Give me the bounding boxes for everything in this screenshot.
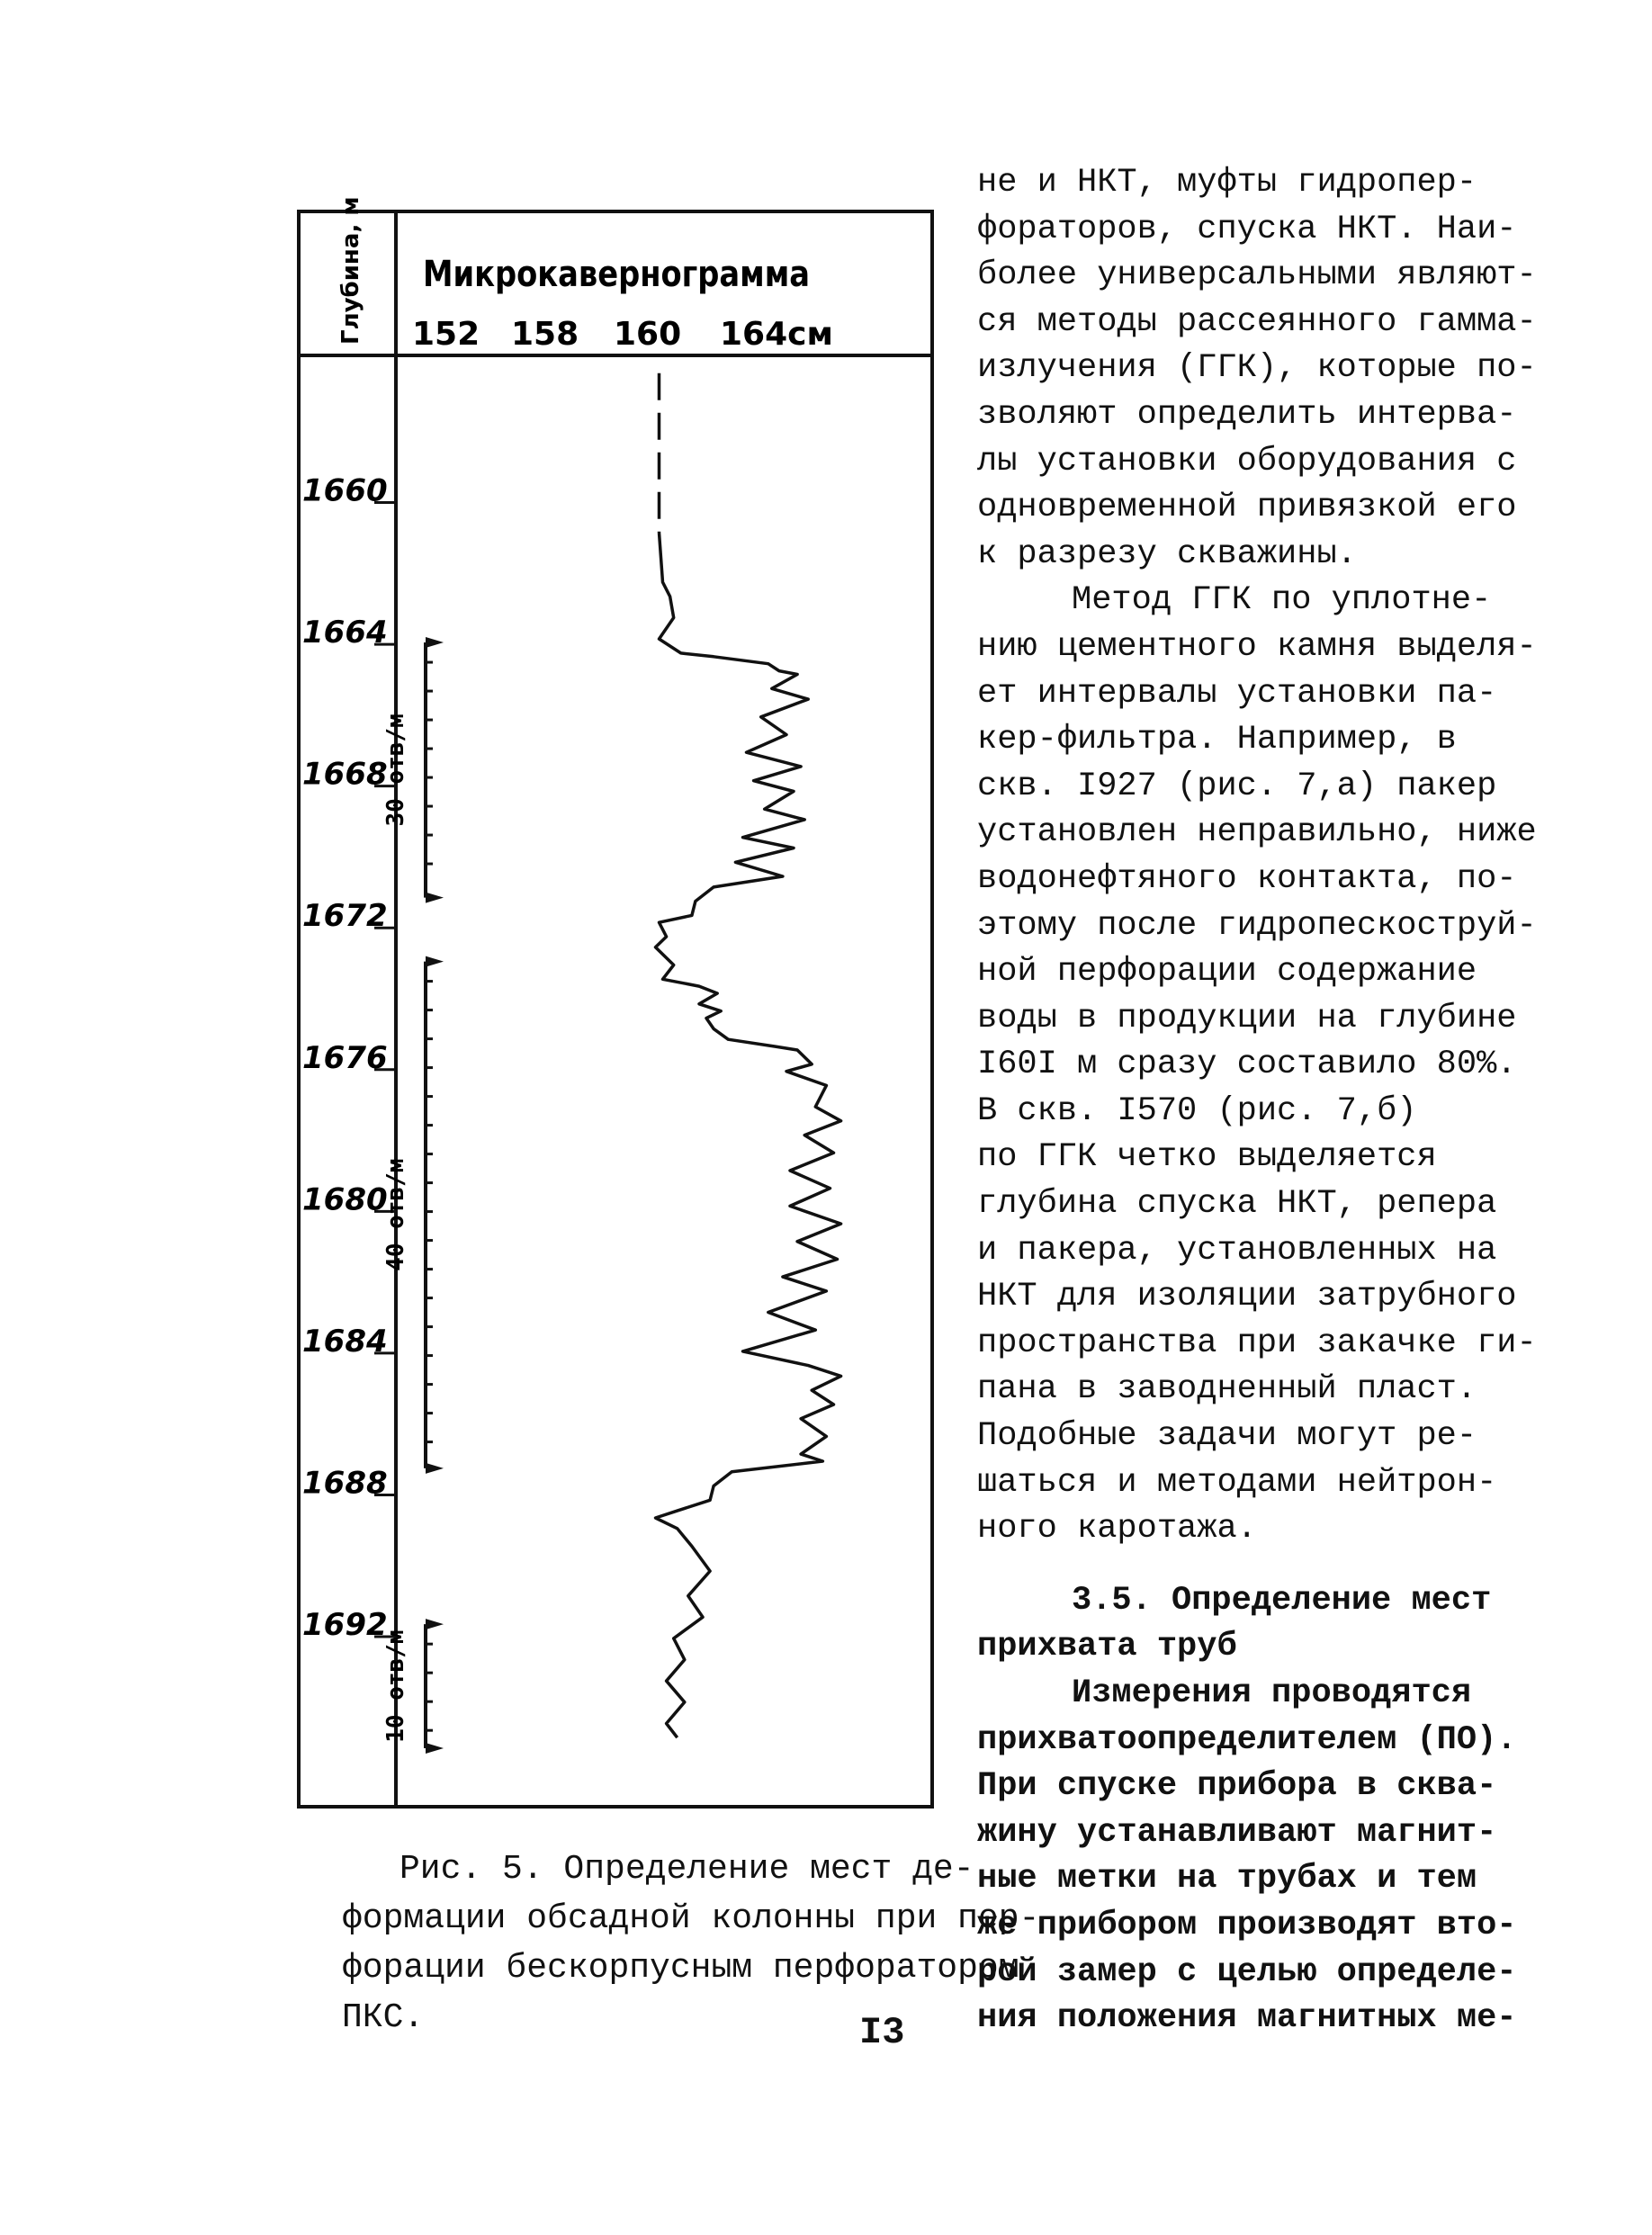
text-line: пространства при закачке ги-	[977, 1324, 1537, 1362]
text-line: глубина спуска НКТ, репера	[977, 1185, 1497, 1224]
text-line: излучения (ГГК), которые по-	[977, 349, 1537, 388]
text-line: шаться и методами нейтрон-	[977, 1463, 1497, 1502]
text-line: кер-фильтра. Например, в	[977, 721, 1457, 759]
text-line: же прибором производят вто-	[977, 1906, 1517, 1944]
text-line: лы установки оборудования с	[977, 442, 1517, 480]
text-line: жину устанавливают магнит-	[977, 1813, 1497, 1852]
text-line: воды в продукции на глубине	[977, 999, 1517, 1037]
text-line: прихватоопределителем (ПО).	[977, 1720, 1517, 1759]
text-line: зволяют определить интерва-	[977, 395, 1517, 434]
figure-caption	[342, 1845, 1040, 2042]
caliper-curve	[656, 533, 841, 1737]
text-line: установлен неправильно, ниже	[977, 813, 1537, 852]
paragraph-1	[977, 160, 1537, 578]
scale-tick-label: 160	[614, 316, 682, 353]
section-heading: 3.5. Определение мест	[1072, 1581, 1492, 1620]
perforation-marker	[426, 1619, 444, 1629]
perforation-intervals	[382, 637, 444, 1754]
text-line: Метод ГГК по уплотне-	[1072, 581, 1492, 620]
caption-line: формации обсадной колонны при пер-	[342, 1899, 1040, 1938]
perforation-marker	[426, 1743, 444, 1754]
depth-header: Глубина, м	[337, 196, 364, 345]
caption-line: форации бескорпусным перфоратором	[342, 1949, 1019, 1988]
depth-label: 1676	[302, 1039, 388, 1076]
text-line: пана в заводненный пласт.	[977, 1370, 1477, 1409]
microcaliper-log-figure	[297, 196, 934, 1809]
depth-axis	[302, 473, 396, 1643]
text-line: НКТ для изоляции затрубного	[977, 1278, 1517, 1316]
text-line: ного каротажа.	[977, 1510, 1257, 1548]
text-line: I60I м сразу составило 80%.	[977, 1046, 1517, 1084]
text-line: ные метки на трубах и тем	[977, 1860, 1477, 1898]
body-text-column	[977, 160, 1537, 2042]
perforation-marker	[426, 893, 444, 903]
depth-label: 1664	[302, 615, 388, 651]
depth-label: 1688	[302, 1465, 388, 1502]
perforation-density-label: 40 отв/м	[382, 1158, 409, 1271]
text-line: скв. I927 (рис. 7,а) пакер	[977, 767, 1497, 805]
section-heading-cont: прихвата труб	[977, 1628, 1237, 1666]
depth-label: 1668	[302, 756, 388, 793]
perforation-marker	[426, 956, 444, 967]
perforation-density-label: 30 отв/м	[382, 714, 409, 827]
text-line: и пакера, установленных на	[977, 1231, 1497, 1270]
scale-tick-labels	[412, 316, 833, 353]
text-line: этому после гидропескоструй-	[977, 906, 1537, 945]
track-title: Микрокавернограмма	[423, 254, 810, 295]
text-line: При спуске прибора в сква-	[977, 1767, 1497, 1806]
text-line: не и НКТ, муфты гидропер-	[977, 164, 1477, 202]
depth-label: 1672	[302, 898, 388, 935]
perforation-density-label: 10 отв/м	[382, 1629, 409, 1743]
text-line: ет интервалы установки па-	[977, 674, 1497, 713]
text-line: В скв. I570 (рис. 7,б)	[977, 1091, 1417, 1130]
page-number: I3	[859, 2011, 905, 2054]
text-line: рой замер с целью определе-	[977, 1952, 1517, 1991]
caption-line: ПКС.	[342, 1998, 425, 2037]
text-line: нию цементного камня выделя-	[977, 627, 1537, 666]
scale-tick-label: 158	[511, 316, 579, 353]
text-line: Измерения проводятся	[1072, 1674, 1472, 1712]
text-line: ной перфорации содержание	[977, 953, 1477, 992]
scale-tick-label: 152	[412, 316, 480, 353]
text-line: одновременной привязкой его	[977, 489, 1517, 527]
perforation-marker	[426, 637, 444, 648]
text-line: фораторов, спуска НКТ. Наи-	[977, 210, 1517, 248]
text-line: водонефтяного контакта, по-	[977, 859, 1517, 898]
text-line: ся методы рассеянного гамма-	[977, 302, 1537, 341]
depth-label: 1692	[302, 1607, 388, 1644]
scale-tick-label: 164см	[720, 316, 833, 353]
text-line: к разрезу скважины.	[977, 534, 1357, 573]
paragraph-3	[977, 1671, 1517, 2042]
text-line: ния положения магнитных ме-	[977, 1999, 1517, 2038]
depth-label: 1684	[302, 1323, 388, 1360]
caption-line: Рис. 5. Определение мест де-	[400, 1850, 974, 1889]
depth-label: 1680	[302, 1181, 388, 1218]
text-line: по ГГК четко выделяется	[977, 1138, 1437, 1177]
perforation-marker	[426, 1463, 444, 1474]
text-line: более универсальными являют-	[977, 256, 1537, 295]
text-line: Подобные задачи могут ре-	[977, 1417, 1477, 1456]
depth-label: 1660	[302, 472, 388, 509]
paragraph-2	[977, 578, 1537, 1552]
caliper-curve-layer	[656, 373, 841, 1738]
